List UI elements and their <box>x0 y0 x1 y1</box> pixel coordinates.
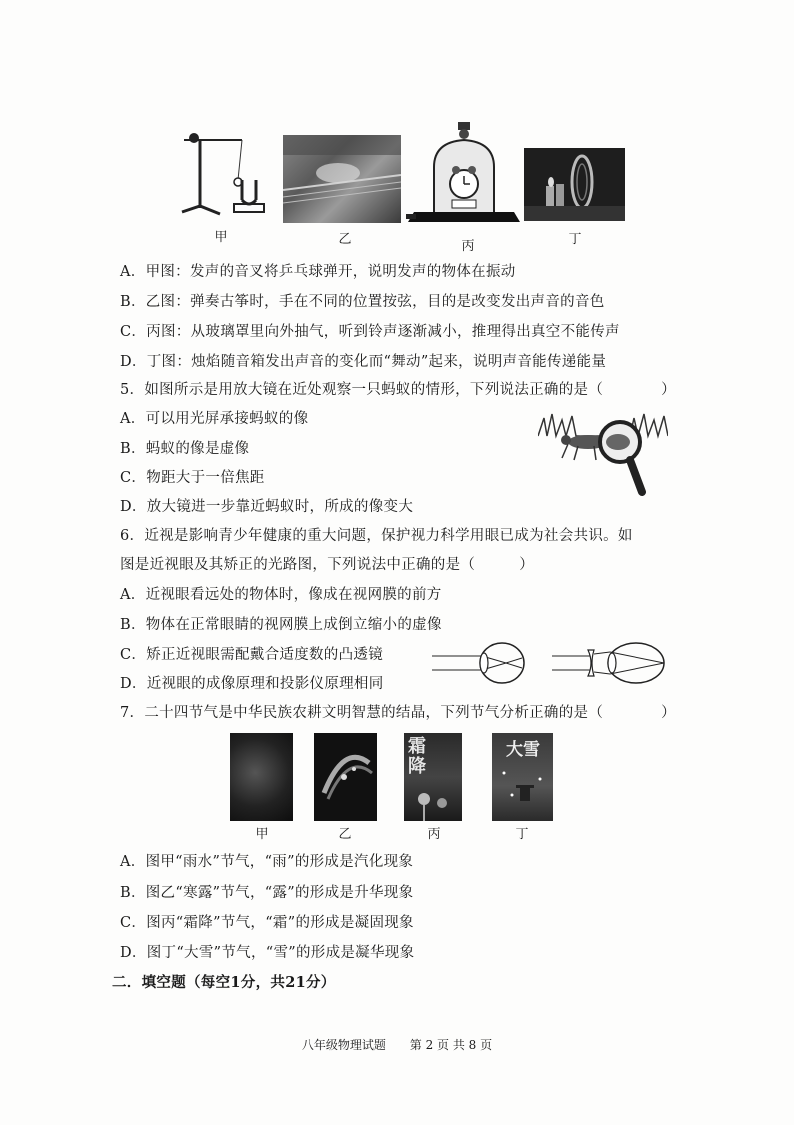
q6-option-c: C．矫正近视眼需配戴合适度数的凸透镜 <box>120 647 383 663</box>
fig7-caption-bing: 丙 <box>427 827 441 842</box>
fig4-caption-jia: 甲 <box>214 230 228 245</box>
page-footer <box>0 1036 794 1053</box>
fig4-caption-yi: 乙 <box>338 232 352 247</box>
q7-stem-close: ） <box>661 705 676 721</box>
fig-guzheng-photo <box>283 135 401 223</box>
section-2-title: 二．填空题（每空1分，共21分） <box>112 974 336 991</box>
q5-option-a: A．可以用光屏承接蚂蚁的像 <box>120 411 309 427</box>
fig4-caption-ding: 丁 <box>568 232 582 247</box>
fig-magnifier-ant <box>538 408 668 503</box>
q6-option-b: B．物体在正常眼睛的视网膜上成倒立缩小的虚像 <box>120 617 442 633</box>
q7-option-d: D．图丁“大雪”节气，“雪”的形成是凝华现象 <box>120 945 415 961</box>
q6-stem-line1: 6．近视是影响青少年健康的重大问题，保护视力科学用眼已成为社会共识。如 <box>120 528 633 544</box>
q4-option-a: A．甲图：发声的音叉将乒乓球弹开，说明发声的物体在振动 <box>120 264 516 280</box>
q6-stem-line2 <box>120 555 534 575</box>
q5-option-b: B．蚂蚁的像是虚像 <box>120 441 250 457</box>
q4-option-b: B．乙图：弹奏古筝时，手在不同的位置按弦，目的是改变发出声音的音色 <box>120 294 605 310</box>
q5-stem-text: 5．如图所示是用放大镜在近处观察一只蚂蚁的情形，下列说法正确的是（ <box>120 382 604 398</box>
q5-option-d: D．放大镜进一步靠近蚂蚁时，所成的像变大 <box>120 499 414 515</box>
q6-option-a: A．近视眼看远处的物体时，像成在视网膜的前方 <box>120 587 442 603</box>
fig7-caption-ding: 丁 <box>515 827 529 842</box>
fig7-caption-yi: 乙 <box>338 827 352 842</box>
q4-option-c: C．丙图：从玻璃罩里向外抽气，听到铃声逐渐减小，推理得出真空不能传声 <box>120 324 620 340</box>
q7-option-c: C．图丙“霜降”节气，“霜”的形成是凝固现象 <box>120 915 414 931</box>
q7-option-b: B．图乙“寒露”节气，“露”的形成是升华现象 <box>120 885 414 901</box>
q5-stem-close: ） <box>661 382 676 398</box>
fig-solar-term-bing <box>404 733 462 821</box>
q6-stem-close: ） <box>519 557 535 573</box>
q7-stem-text: 7．二十四节气是中华民族农耕文明智慧的结晶，下列节气分析正确的是（ <box>120 705 604 721</box>
footer-page-number: 第 2 页 共 8 页 <box>409 1038 493 1052</box>
q5-stem <box>120 380 676 400</box>
poster-title-frost: 霜降 <box>408 736 426 777</box>
corrected-eye <box>552 643 664 683</box>
fig-solar-term-yi <box>314 733 377 821</box>
fig-solar-term-ding <box>492 733 553 821</box>
poster-title-heavy-snow: 大雪 <box>506 740 540 760</box>
q7-option-a: A．图甲“雨水”节气，“雨”的形成是汽化现象 <box>120 854 414 870</box>
q6-option-d: D．近视眼的成像原理和投影仪原理相同 <box>120 676 384 692</box>
fig4-caption-bing: 丙 <box>461 239 475 254</box>
footer-subject: 八年级物理试题 <box>301 1038 386 1052</box>
fig-bell-jar <box>406 122 522 228</box>
q7-stem <box>120 703 676 723</box>
fig-myopia-eye-diagram <box>432 640 672 686</box>
myopia-eye <box>432 643 524 683</box>
fig7-caption-jia: 甲 <box>255 827 269 842</box>
fig-candle-speaker-photo <box>524 148 625 221</box>
fig-solar-term-jia <box>230 733 293 821</box>
q4-option-d: D．丁图：烛焰随音箱发出声音的变化而“舞动”起来，说明声音能传递能量 <box>120 354 607 370</box>
q5-option-c: C．物距大于一倍焦距 <box>120 470 265 486</box>
q6-stem-text: 图是近视眼及其矫正的光路图，下列说法中正确的是（ <box>120 557 476 573</box>
fig-tuning-fork-pendulum <box>172 130 272 225</box>
